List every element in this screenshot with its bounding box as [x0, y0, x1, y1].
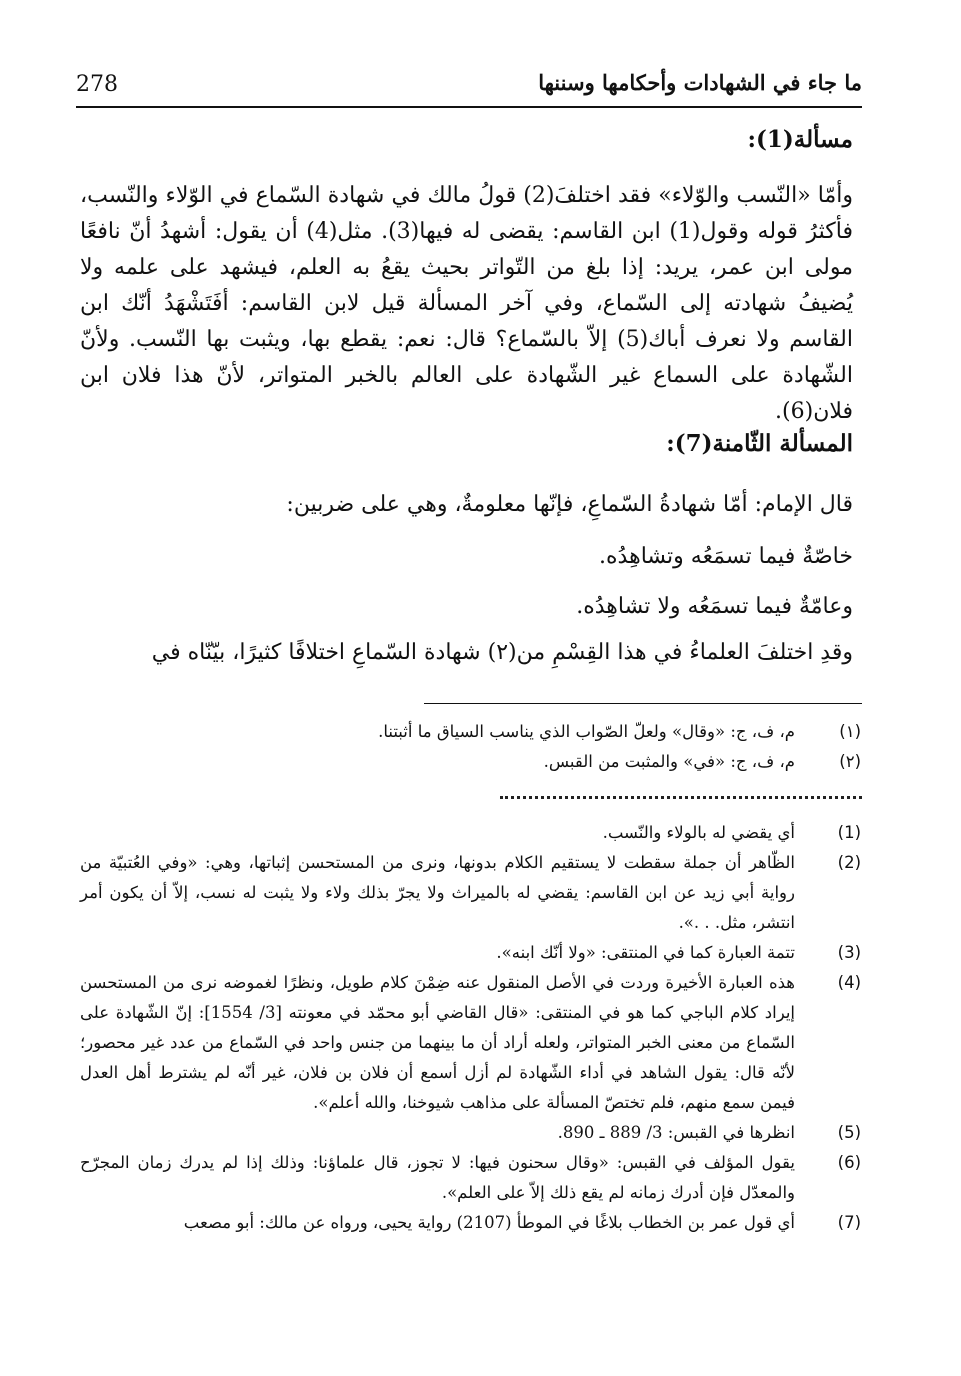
- editor-note: [80, 717, 861, 747]
- page-number: 278: [76, 72, 118, 97]
- footnote-number: (3): [837, 943, 861, 962]
- body-paragraph-nasab-walaa: وأمّا «النّسب والوّلاء» فقد اختلفَ(2) قولُ مالك في شهادة السّماع في الوّلاء والنّسب، فأكثرُ قوله وقول(1) ابن القاسم: يقضى له فيها(3). مثل(4) أن يقول: أشهدُ أنّ نافعًا مولى ابن عمر، يريد: إذا بلغ من التّواتر بحيث يقعُ به العلم، فيشهد على علمه ولا يُضيفُ شهادته إلى السّماع، وفي آخر المسألة قيل لابن القاسم: أفَتَشْهَدُ أنّك ابن القاسم ولا نعرف أباك(5) إلاّ بالسّماع؟ قال: نعم: يقطع بها، ويثبت بها النّسب. ولأنّ الشّهادة على السماع غير الشّهادة على العالم بالخبر المتواتر، لأنّ هذا فلان ابن فلان(6).: [80, 183, 853, 424]
- footnote-text: م، ف، ج: «وقال» ولعلّ الصّواب الذي يناسب السياق ما أثبتنا.: [378, 722, 795, 741]
- body-line-disagreement: وقدِ اختلفَ العلماءُ في هذا القِسْمِ من(٢) شهادة السّماعِ اختلافًا كثيرًا، بيّنّاه في: [151, 640, 853, 665]
- section-heading-eighth-question: المسألة الثّامنة(7):: [666, 430, 853, 457]
- footnote: [80, 938, 861, 968]
- running-title: ما جاء في الشهادات وأحكامها وسننها: [538, 70, 862, 95]
- footnote-text: هذه العبارة الأخيرة وردت في الأصل المنقول عنه ضِمْنَ كلام طويل، ونظرًا لغموضه نرى من المستحسن إيراد كلام الباجي كما هو في المنتقى: «قال القاضي أبو محمّد في معونته [3/ 1554]: إنّ الشّهادة على السّماع من معنى الخبر المتواتر، ولعله أراد أن ما بينهما من جنس واحد في السّماع من عدد غير محصور؛ لأنّه قال: يقول الشاهد في أداء الشّهادة لم أزل أسمع أن فلان بن فلان، غير أنّه لم يشترط أهل العدل فيمن سمع منهم، فلم تختصّ المسألة على مذاهب شيوخنا، والله أعلم».: [80, 973, 796, 1112]
- body-line-specific: خاصّةٌ فيما تسمَعُه وتشاهِدُه.: [599, 544, 853, 569]
- footnote: [80, 1148, 861, 1208]
- footnote-separator: [424, 703, 862, 704]
- dotted-separator: [500, 796, 862, 799]
- footnote-number: (2): [837, 853, 861, 872]
- footnote-number: (4): [837, 973, 861, 992]
- footnote-number: (1): [837, 823, 861, 842]
- section-heading-masala: مسألة(1):: [747, 126, 853, 153]
- body-line-imam: قال الإمام: أمّا شهادةُ السّماعِ، فإنّها معلومةٌ، وهي على ضربين:: [286, 492, 853, 517]
- editor-notes: [80, 717, 861, 777]
- footnote-number: (١): [839, 722, 861, 741]
- footnote-text: الظّاهر أن جملة سقطت لا يستقيم الكلام بدونها، ونرى من المستحسن إثباتها، وهي: «وفي العُتبيّة من رواية أبي زيد عن ابن القاسم: يقضي له بالميراث ولا يجرّ بذلك ولاء ولا يثبت له نسب، إلاّ أن يكون أمر انتشر، مثل. . .».: [80, 853, 795, 932]
- footnote: [80, 848, 861, 938]
- footnote-number: (7): [837, 1213, 861, 1232]
- footnote: [80, 968, 861, 1118]
- footnote: [80, 1208, 861, 1238]
- header-rule: [76, 106, 862, 108]
- page-header: [76, 70, 862, 102]
- editor-note: [80, 747, 861, 777]
- footnote-text: تتمة العبارة كما في المنتقى: «ولا أنّك ابنه».: [496, 943, 795, 962]
- footnote-text: أي يقضي له بالولاء والنّسب.: [602, 823, 795, 842]
- footnote-number: (6): [837, 1153, 861, 1172]
- footnote-text: أي قول عمر بن الخطاب بلاغًا في الموطأ (2107) رواية يحيى، ورواه عن مالك: أبو مصعب: [183, 1213, 795, 1232]
- footnotes: [80, 818, 861, 1238]
- footnote-text: يقول المؤلف في القبس: «وقال سحنون فيها: لا تجوز، قال علماؤنا: وذلك إذا لم يدرك زمان المجرّح والمعدّل فإن أدرك زمانه لم يقع ذلك إلاّ على العلم».: [80, 1153, 795, 1202]
- footnote-number: (٢): [839, 752, 861, 771]
- footnote-text: انظرها في القبس: 3/ 889 ـ 890.: [557, 1123, 795, 1142]
- footnote: [80, 1118, 861, 1148]
- footnote-number: (5): [837, 1123, 861, 1142]
- footnote-text: م، ف، ج: «في» والمثبت من القبس.: [543, 752, 795, 771]
- body-line-general: وعامّةٌ فيما تسمَعُه ولا تشاهِدُه.: [576, 594, 853, 619]
- footnote: [80, 818, 861, 848]
